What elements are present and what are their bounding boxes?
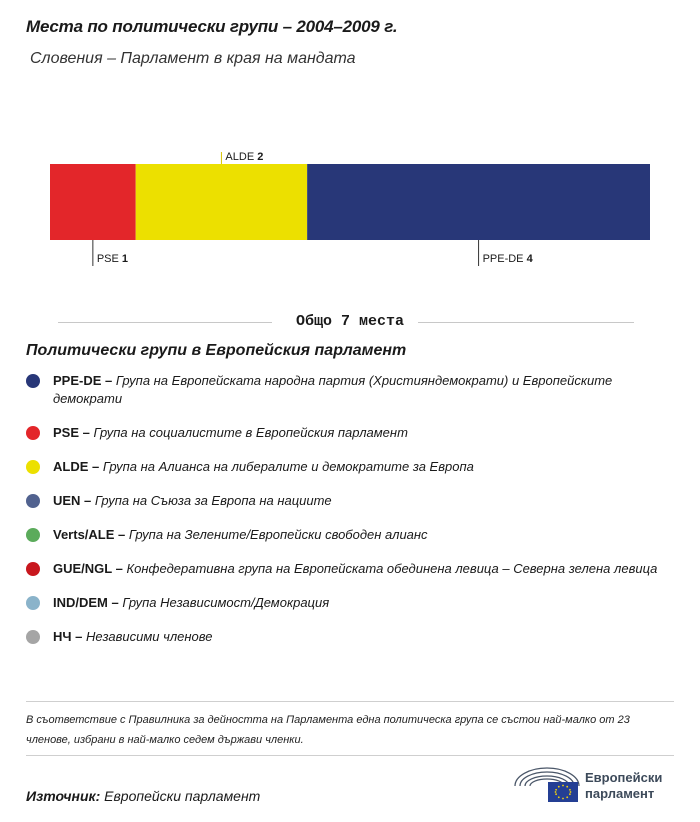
note-divider-top [26,701,674,702]
footnote: В съответствие с Правилника за дейността на Парламента една политическа група се състои най-малко от 23 членове, избрани в най-малко седем държави членки. [26,714,630,746]
chart-subtitle: Словения – Парламент в края на мандата [30,50,356,67]
legend-abbr: ALDE – [53,459,100,474]
chart-title: Места по политически групи – 2004–2009 г. [26,17,398,36]
segment-name-pse: PSE [96,253,122,265]
legend-abbr: Verts/ALE – [53,527,126,542]
logo-line-2: парламент [585,786,655,801]
legend-title: Политически групи в Европейския парламент [26,342,407,359]
legend-item [26,526,666,544]
legend-text: Група на Съюза за Европа на нациите [91,493,332,508]
segment-label-pse [97,253,128,265]
legend-text: Конфедеративна група на Европейската обединена левица – Северна зелена левица [122,561,658,576]
segment-value-alde: 2 [257,151,264,163]
legend-text: Група на Зелените/Европейски свободен алианс [125,527,428,542]
source-label: Източник: [26,788,101,804]
legend-item [26,560,666,578]
legend-item [26,458,666,476]
bar-segment-alde [136,164,307,240]
logo-line-1: Европейски [585,770,663,785]
legend-item [26,492,666,510]
legend-swatch-icon [26,494,40,508]
bar-segment-pse [50,164,136,240]
segment-value-ppe-de: 4 [526,253,533,265]
legend-abbr: НЧ – [53,629,83,644]
legend-abbr: UEN – [53,493,92,508]
segment-label-alde [225,151,263,163]
legend-abbr: IND/DEM – [53,595,119,610]
bar-segment-ppe-de [307,164,650,240]
source-line [26,788,260,804]
segment-name-ppe-de: PPE-DE [482,253,527,265]
segment-label-ppe-de [483,253,534,265]
legend-text: Група на Алианса на либералите и демократите за Европа [99,459,474,474]
legend-swatch-icon [26,630,40,644]
legend-swatch-icon [26,562,40,576]
source-value: Европейски парламент [100,788,261,804]
legend-abbr: PSE – [53,425,90,440]
legend [26,372,666,662]
note-divider-bottom [26,755,674,756]
legend-text: Независими членове [82,629,213,644]
legend-swatch-icon [26,460,40,474]
legend-swatch-icon [26,426,40,440]
legend-swatch-icon [26,528,40,542]
legend-abbr: PPE-DE – [53,373,113,388]
legend-item [26,594,666,612]
legend-text: Група на социалистите в Европейския парламент [89,425,408,440]
segment-name-alde: ALDE [225,151,258,163]
legend-abbr: GUE/NGL – [53,561,123,576]
legend-item [26,372,666,408]
legend-item [26,424,666,442]
total-seats-label: Общо 7 места [282,313,418,330]
logo-text [585,770,662,802]
legend-text: Група Независимост/Демокрация [118,595,330,610]
legend-swatch-icon [26,596,40,610]
legend-text: Група на Европейската народна партия (Християндемократи) и Европейските демократи [53,373,613,406]
legend-swatch-icon [26,374,40,388]
segment-value-pse: 1 [121,253,129,265]
stacked-bar-chart [0,140,700,280]
legend-item [26,628,666,646]
